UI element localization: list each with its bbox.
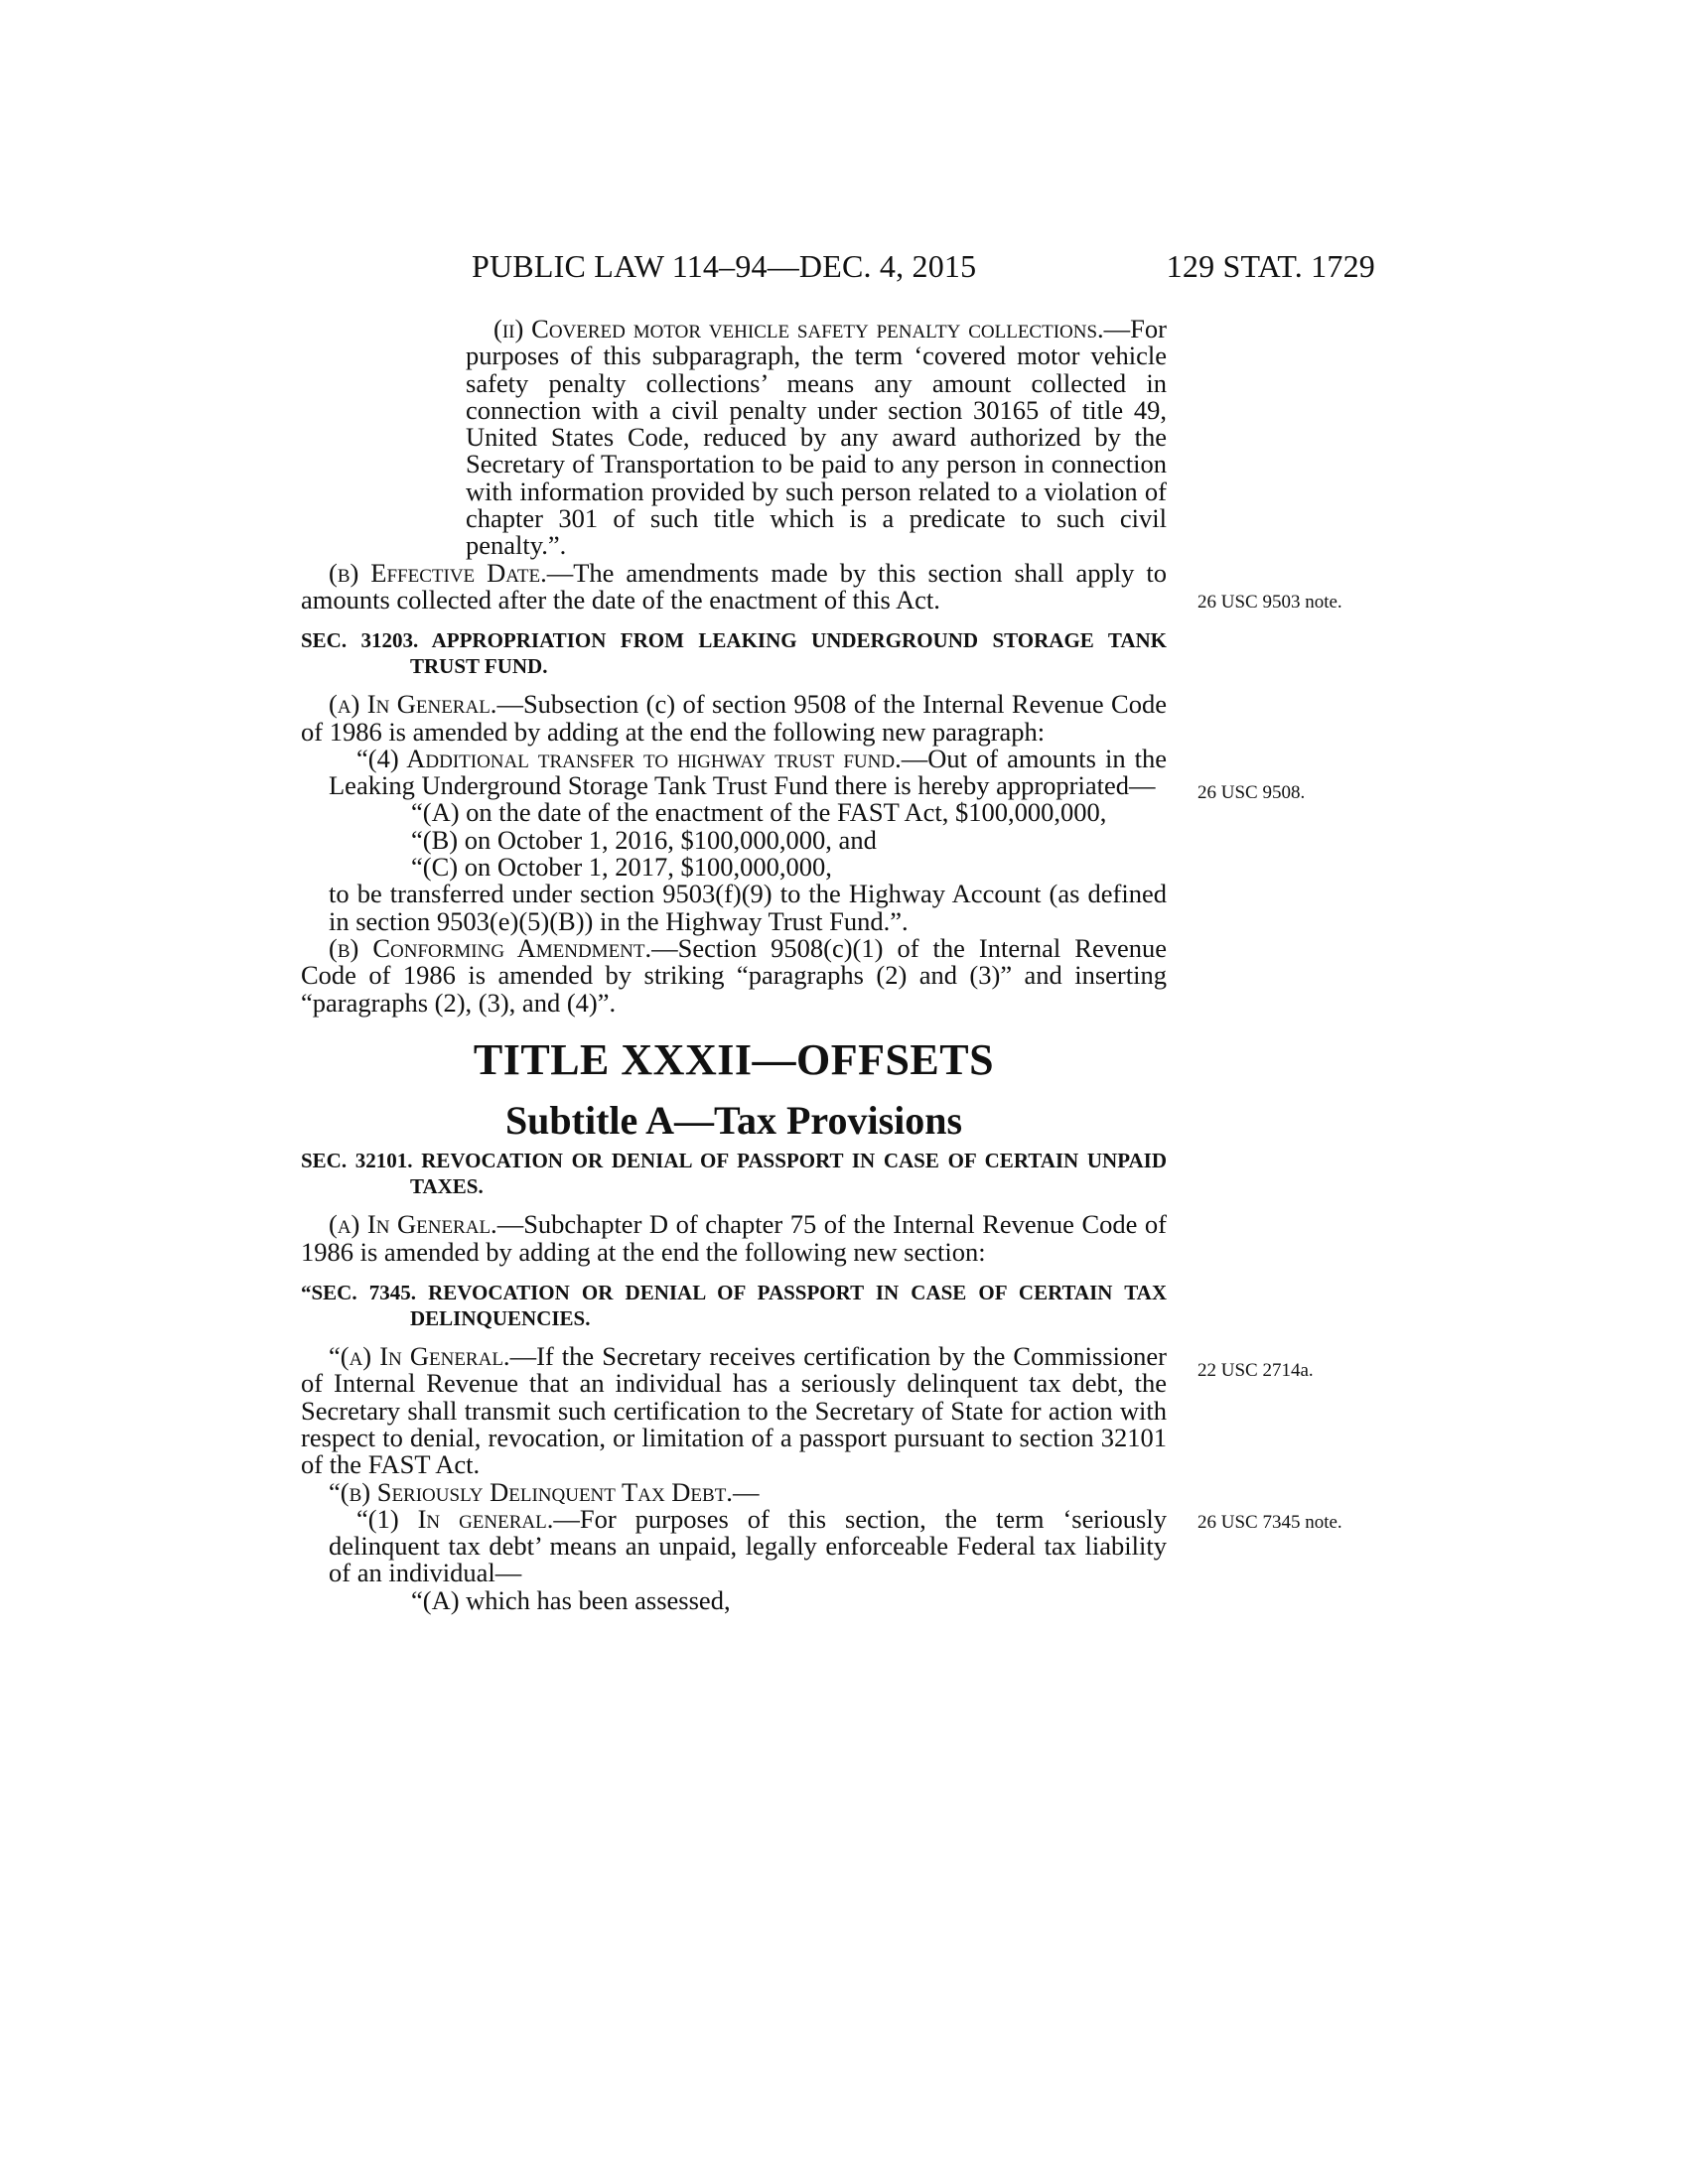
text-a-general: —Subsection (c) of section 9508 of the Internal Revenue Code of 1986 is amended by adding at the end the following new paragraph:: [301, 689, 1167, 747]
text-4: —Out of amounts in the Leaking Underground Storage Tank Trust Fund there is hereby appropriated—: [329, 743, 1167, 801]
section-heading-32101: SEC. 32101. REVOCATION OR DENIAL OF PASSPORT IN CASE OF CERTAIN UNPAID TAXES.: [301, 1149, 1167, 1199]
title-heading: TITLE XXXII—OFFSETS: [473, 1034, 995, 1084]
paragraph-4-tail: to be transferred under section 9503(f)(9) to the Highway Account (as defined in section 9503(e)(5)(B)) in the Highway Trust Fund.”.: [329, 879, 1167, 936]
document-body: [301, 316, 1167, 1614]
text-a2: —Subchapter D of chapter 75 of the Internal Revenue Code of 1986 is amended by adding at the end the following new section:: [301, 1209, 1167, 1267]
text-ii: —For purposes of this subparagraph, the term ‘covered motor vehicle safety penalty collections’ means any amount collected in connection with a civil penalty under section 30165 of title 49, United States Code, reduced by any award authorized by the Secretary of Transportation to be paid to any person in connection with information provided by such person related to a violation of chapter 301 of such title which is a predicate to such civil penalty.”.: [466, 314, 1167, 561]
text-b31: —For purposes of this section, the term ‘seriously delinquent tax debt’ means an unpaid, legally enforceable Federal tax liability of an individual—: [329, 1503, 1167, 1588]
running-head-right: 129 STAT. 1729: [1166, 248, 1375, 284]
heading-b3: “(b) Seriously Delinquent Tax Debt.: [329, 1476, 733, 1507]
heading-ii: (ii) Covered motor vehicle safety penalty collections.: [493, 314, 1104, 343]
paragraph-4-additional-transfer: [301, 743, 1167, 801]
paragraph-a-subchapter: [301, 1211, 1167, 1266]
section-heading-31203: SEC. 31203. APPROPRIATION FROM LEAKING UNDERGROUND STORAGE TANK TRUST FUND.: [301, 628, 1167, 679]
clause-A: “(A) on the date of the enactment of the FAST Act, $100,000,000,: [411, 797, 1107, 828]
heading-a2: (a) In General.: [329, 1209, 497, 1240]
margin-note-26-usc-7345: 26 USC 7345 note.: [1197, 1512, 1342, 1533]
paragraph-b-effective-date: [301, 557, 1167, 614]
clause-b31-A: “(A) which has been assessed,: [411, 1584, 731, 1615]
heading-4: “(4) Additional transfer to highway trust fund.: [356, 743, 902, 773]
text-b-effective: —The amendments made by this section shall apply to amounts collected after the date of the enactment of this Act.: [301, 557, 1167, 614]
clause-C: “(C) on October 1, 2017, $100,000,000,: [411, 852, 832, 883]
heading-a3: “(a) In General.: [329, 1341, 510, 1372]
heading-b-effective: (b) Effective Date.: [329, 557, 547, 588]
paragraph-a-in-general: [301, 691, 1167, 746]
text-a3: —If the Secretary receives certification by the Commissioner of Internal Revenue that an individual has a seriously delinquent tax debt, the Secretary shall transmit such certification to the Secretary of State for action with respect to denial, revocation, or limitation of a passport pursuant to section 32101 of the FAST Act.: [301, 1341, 1168, 1480]
paragraph-b-conforming: [301, 932, 1167, 1018]
text-b-conforming: —Section 9508(c)(1) of the Internal Revenue Code of 1986 is amended by striking “paragraphs (2) and (3)” and inserting “paragraphs (2), (3), and (4)”.: [301, 932, 1167, 1018]
running-head-left: PUBLIC LAW 114–94—DEC. 4, 2015: [472, 248, 977, 284]
margin-note-22-usc-2714a: 22 USC 2714a.: [1197, 1360, 1314, 1381]
heading-b31: “(1) In general.: [356, 1503, 554, 1534]
subtitle-heading: Subtitle A—Tax Provisions: [504, 1098, 963, 1144]
paragraph-b-seriously-delinquent: [301, 1476, 1167, 1507]
margin-note-26-usc-9503: 26 USC 9503 note.: [1197, 592, 1342, 613]
clause-B: “(B) on October 1, 2016, $100,000,000, and: [411, 824, 877, 855]
paragraph-1-in-general: [301, 1503, 1167, 1588]
heading-b-conforming: (b) Conforming Amendment.: [329, 932, 652, 963]
heading-a-general: (a) In General.: [329, 689, 497, 720]
section-heading-7345: “SEC. 7345. REVOCATION OR DENIAL OF PASSPORT IN CASE OF CERTAIN TAX DELINQUENCIES.: [301, 1281, 1167, 1331]
margin-note-26-usc-9508: 26 USC 9508.: [1197, 782, 1306, 803]
paragraph-a-certification: [301, 1343, 1167, 1478]
text-b3: —: [732, 1476, 760, 1507]
paragraph-ii-covered-collections: [301, 316, 1167, 560]
